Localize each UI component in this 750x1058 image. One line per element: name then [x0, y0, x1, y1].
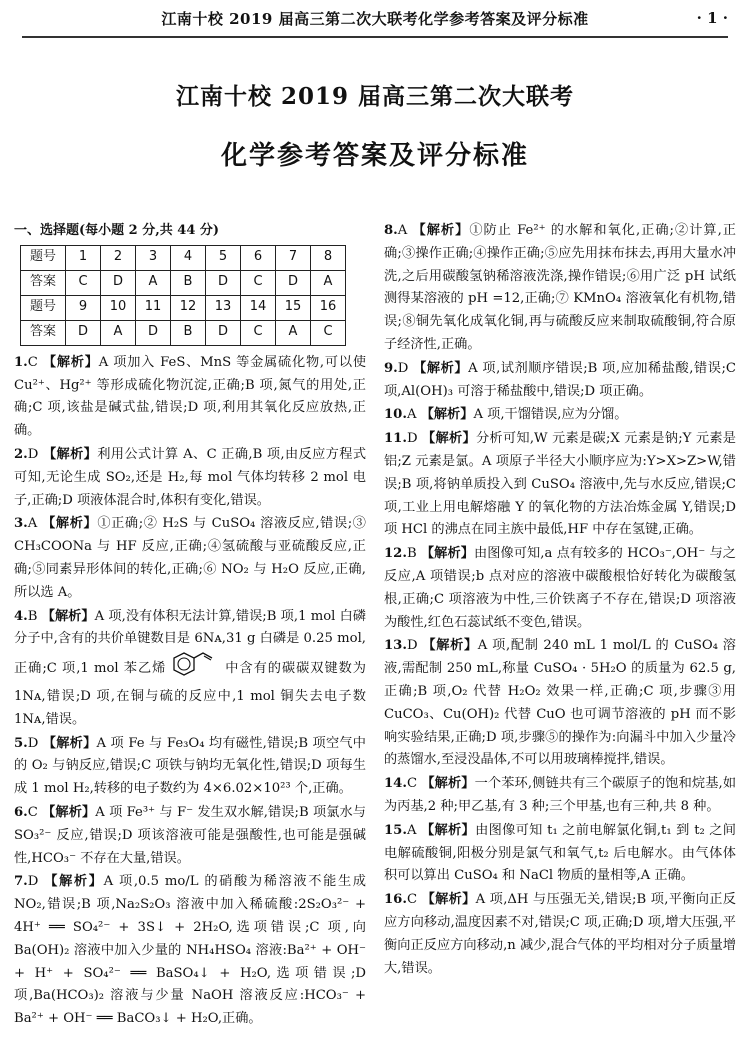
answer-cell: B: [171, 320, 206, 345]
item-answer: D: [27, 874, 39, 890]
answer-cell: C: [311, 320, 346, 345]
answer-cell: A: [311, 270, 346, 295]
item-tag: 【解析】: [412, 223, 470, 238]
item-number: 9.: [384, 360, 398, 376]
question-number: 4: [171, 245, 206, 270]
item-text: 利用公式计算 A、C 正确,B 项,由反应方程式可知,无论生成 SO₂,还是 H₂,每 mol 气体均转移 2 mol 电子,正确;D 项液体混合时,体积有变化,错误。: [14, 446, 367, 508]
item-tag: 【解析】: [44, 874, 104, 890]
header-title: 江南十校 2019 届高三第二次大联考化学参考答案及评分标准: [161, 9, 589, 28]
question-number: 9: [66, 295, 101, 320]
answer-cell: A: [136, 270, 171, 295]
answer-cell: D: [206, 270, 241, 295]
item-number: 2.: [14, 446, 28, 462]
page-number: · 1 ·: [696, 9, 728, 27]
item-text: A 项,0.5 mo/L 的硝酸为稀溶液不能生成 NO₂,错误;B 项,Na₂S₂O₃ 溶液中加入稀硫酸:2S₂O₃²⁻ + 4H⁺ ══ SO₄²⁻ + 3S↓ + 2H₂O,选项错误;C 项,向 Ba(OH)₂ 溶液中加入少量的 NH₄HSO₄ 溶液:Ba²⁺ + OH⁻ + H⁺ + SO₄²⁻ ══ BaSO₄↓ + H₂O,选项错误;D 项,Ba(HCO₃)₂ 溶液与少量 NaOH 溶液反应:HCO₃⁻ + Ba²⁺ + OH⁻ ══ BaCO₃↓ + H₂O,正确。: [14, 874, 366, 1027]
item-text: A 项 Fe³⁺ 与 F⁻ 发生双水解,错误;B 项氯水与 SO₃²⁻ 反应,错误;D 项该溶液可能是强酸性,也可能是强碱性,HCO₃⁻ 不存在大量,错误。: [14, 804, 366, 866]
question-number: 1: [66, 245, 101, 270]
question-row-2: [21, 295, 346, 320]
question-number: 6: [241, 245, 276, 270]
item-answer: A: [27, 516, 38, 532]
answer-cell: D: [66, 320, 101, 345]
item-number: 12.: [384, 546, 407, 562]
item-tag: 【解析】: [421, 776, 475, 792]
question-number: 2: [101, 245, 136, 270]
answer-cell: D: [276, 270, 311, 295]
item-tag: 【解析】: [42, 735, 97, 751]
item-answer: D: [27, 446, 39, 462]
item-tag: 【解析】: [42, 354, 99, 370]
explanation-item: [14, 871, 366, 1031]
item-number: 11.: [384, 431, 407, 447]
answer-cell: D: [101, 270, 136, 295]
answer-cell: C: [241, 270, 276, 295]
right-column: [384, 220, 736, 981]
item-text: A 项,ΔH 与压强无关,错误;B 项,平衡向正反应方向移动,温度因素不对,错误;C 项,正确;D 项,增大压强,平衡向正反应方向移动,n 减少,混合气体的平均相对分子质量增大,错误。: [384, 892, 736, 976]
item-number: 6.: [14, 804, 28, 820]
item-tag: 【解析】: [422, 431, 476, 447]
explanation-item: [384, 889, 736, 980]
item-answer: C: [27, 354, 38, 370]
item-answer: D: [406, 638, 418, 654]
item-answer: C: [406, 892, 418, 908]
explanation-item: [384, 820, 736, 888]
explanation-item: [384, 543, 736, 634]
question-number: 8: [311, 245, 346, 270]
explanation-item: [384, 773, 736, 819]
item-text: 分析可知,W 元素是碳;X 元素是钠;Y 元素是铝;Z 元素是氯。A 项原子半径大小顺序应为:Y>X>Z>W,错误;B 项,将钠单质投入到 CuSO₄ 溶液中,先与水反应,错误;C 项,工业上用电解熔融 Y 的氧化物的方法冶炼金属 Y,错误;D 项 HCl 的沸点在同主族中最低,HF 中存在氢键,正确。: [384, 431, 736, 538]
item-answer: D: [27, 735, 39, 751]
item-tag: 【解析】: [42, 446, 98, 462]
item-number: 8.: [384, 223, 398, 238]
explanation-item: [384, 635, 736, 772]
explanation-item: [14, 606, 366, 732]
item-text: 一个苯环,侧链共有三个碳原子的饱和烷基,如为丙基,2 种;甲乙基,有 3 种;三个甲基,也有三种,共 8 种。: [384, 776, 737, 814]
answer-cell: A: [101, 320, 136, 345]
question-number: 14: [241, 295, 276, 320]
question-number: 7: [276, 245, 311, 270]
left-column: [14, 220, 366, 1032]
item-text: 由图像可知 t₁ 之前电解氯化铜,t₁ 到 t₂ 之间电解硫酸铜,阳极分别是氯气和氧气,t₂ 后电解水。由气体体积可以算出 CuSO₄ 和 NaCl 物质的量相等,A 正确。: [384, 822, 736, 884]
item-answer: A: [406, 407, 417, 423]
item-number: 15.: [384, 822, 407, 838]
styrene-structure-icon: [172, 651, 218, 686]
answer-cell: D: [206, 320, 241, 345]
item-text: 中含有的碳碳双键数为 1Nᴀ,错误;D 项,在铜与硫的反应中,1 mol 铜失去电子数 1Nᴀ,错误。: [14, 661, 366, 727]
answer-table: [20, 245, 346, 346]
exam-title: 江南十校 2019 届高三第二次大联考: [175, 83, 575, 110]
question-number: 5: [206, 245, 241, 270]
answer-cell: B: [171, 270, 206, 295]
page-header: [22, 0, 728, 38]
question-number: 3: [136, 245, 171, 270]
answer-row-1: [21, 270, 346, 295]
item-text: A 项,没有体积无法计算,错误;B 项,1 mol 白磷分子中,含有的共价单键数目是 6Nᴀ,31 g 白磷是 0.25 mol,正确;C 项,1 mol 苯乙烯: [14, 608, 366, 677]
answer-cell: A: [276, 320, 311, 345]
item-text: A 项,试剂顺序错误;B 项,应加稀盐酸,错误;C 项,Al(OH)₃ 可溶于稀盐酸中,错误;D 项正确。: [384, 360, 736, 399]
item-text: 由图像可知,a 点有较多的 HCO₃⁻,OH⁻ 与之反应,A 项错误;b 点对应的溶液中碳酸根恰好转化为碳酸氢根,正确;C 项溶液为中性,三价铁离子不存在,错误;D 项溶液为酸性,红色石蕊试纸不变色,错误。: [384, 546, 736, 630]
item-text: A 项 Fe 与 Fe₃O₄ 均有磁性,错误;B 项空气中的 O₂ 与钠反应,错误;C 项铁与钠均无氧化性,错误;D 项每生成 1 mol H₂,转移的电子数约为 4×6.02×10²³ 个,正确。: [14, 735, 366, 797]
answer-row-2: [21, 320, 346, 345]
item-tag: 【解析】: [421, 892, 476, 908]
question-number: 16: [311, 295, 346, 320]
question-row-1: [21, 245, 346, 270]
question-number: 15: [276, 295, 311, 320]
answer-cell: C: [241, 320, 276, 345]
answer-cell: C: [66, 270, 101, 295]
explanation-item: [14, 352, 366, 443]
explanation-item: [14, 444, 366, 512]
item-tag: 【解析】: [420, 546, 474, 562]
row-label: 题号: [21, 295, 66, 320]
item-tag: 【解析】: [421, 822, 476, 838]
section-title: 一、选择题(每小题 2 分,共 44 分): [14, 223, 220, 238]
item-answer: D: [406, 431, 418, 447]
item-tag: 【解析】: [413, 360, 469, 376]
explanation-item: [14, 733, 366, 801]
item-text: ①正确;② H₂S 与 CuSO₄ 溶液反应,错误;③ CH₃COONa 与 HF 反应,正确;④氢硫酸与亚硫酸反应,正确;⑤同素异形体间的转化,正确;⑥ NO₂ 与 H₂O 反应,正确,所以选 A。: [14, 516, 366, 600]
explanation-item: [384, 404, 736, 427]
row-label: 答案: [21, 320, 66, 345]
item-number: 7.: [14, 874, 28, 890]
explanation-item: [384, 220, 736, 357]
item-text: A 项,干馏错误,应为分馏。: [473, 407, 628, 423]
item-number: 10.: [384, 407, 407, 423]
row-label: 答案: [21, 270, 66, 295]
question-number: 11: [136, 295, 171, 320]
item-number: 1.: [14, 354, 28, 370]
item-text: A 项加入 FeS、MnS 等金属硫化物,可以使 Cu²⁺、Hg²⁺ 等形成硫化物沉淀,正确;B 项,氮气的用处,正确;C 项,该盐是碱式盐,错误;D 项,利用其氧化反应放热,正确。: [14, 354, 367, 439]
item-tag: 【解析】: [41, 608, 95, 624]
item-number: 14.: [384, 776, 407, 792]
question-number: 10: [101, 295, 136, 320]
document-title: 化学参考答案及评分标准: [220, 141, 529, 171]
item-number: 3.: [14, 516, 28, 532]
explanation-item: [14, 513, 366, 604]
item-tag: 【解析】: [422, 638, 478, 654]
item-number: 16.: [384, 892, 407, 908]
item-answer: C: [406, 776, 418, 792]
row-label: 题号: [21, 245, 66, 270]
item-text: ①防止 Fe²⁺ 的水解和氧化,正确;②计算,正确;③操作正确;④操作正确;⑤应先用抹布抹去,再用大量水冲洗,之后用碳酸氢钠稀溶液洗涤,操作错误;⑥用广泛 pH 试纸测得某溶液的 pH =12,正确;⑦ KMnO₄ 溶液氧化有机物,错误;⑧铜先氧化成氧化铜,再与硫酸反应来制取硫酸铜,符合原子经济性,正确。: [384, 223, 736, 352]
item-tag: 【解析】: [42, 516, 98, 532]
item-answer: C: [27, 804, 38, 820]
answer-cell: D: [136, 320, 171, 345]
explanation-item: [384, 358, 736, 404]
item-number: 5.: [14, 735, 28, 751]
explanation-item: [14, 802, 366, 870]
item-answer: D: [397, 360, 409, 376]
item-number: 4.: [14, 608, 28, 624]
item-tag: 【解析】: [42, 804, 96, 820]
item-answer: B: [406, 546, 417, 562]
item-tag: 【解析】: [420, 407, 474, 423]
item-text: A 项,配制 240 mL 1 mol/L 的 CuSO₄ 溶液,需配制 250 mL,称量 CuSO₄ · 5H₂O 的质量为 62.5 g,正确;B 项,O₂ 代替 H₂O₂ 效果一样,正确;C 项,步骤③用 CuCO₃、Cu(OH)₂ 代替 CuO 也可调节溶液的 pH 而不影响实验结果,正确;D 项,步骤⑤的操作为:向漏斗中加入少量冷的蒸馏水,至浸没晶体,不可以用玻璃棒搅拌,错误。: [384, 638, 736, 768]
explanation-item: [384, 428, 736, 542]
item-answer: A: [406, 822, 417, 838]
item-answer: A: [397, 223, 408, 238]
item-number: 13.: [384, 638, 407, 654]
question-number: 13: [206, 295, 241, 320]
item-answer: B: [27, 608, 38, 624]
question-number: 12: [171, 295, 206, 320]
